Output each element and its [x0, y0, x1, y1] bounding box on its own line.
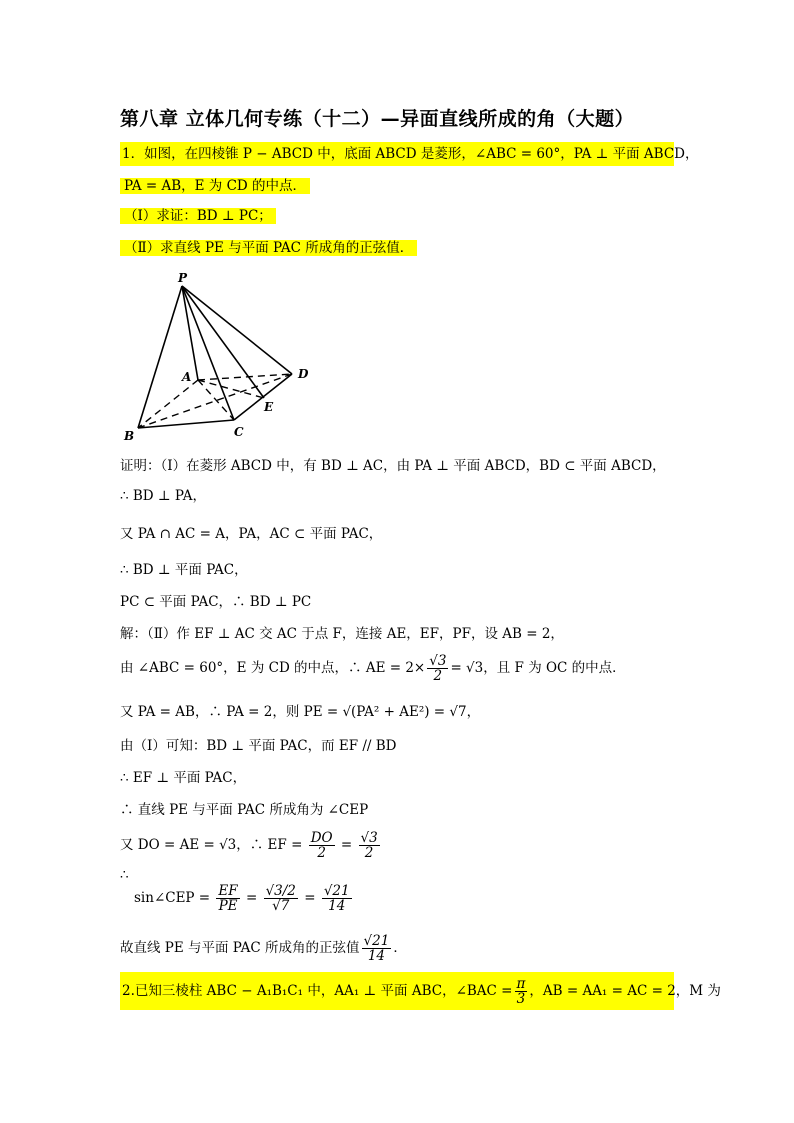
solution-line14: 故直线 PE 与平面 PAC 所成角的正弦值 $\frac{√21}{14}$ ．: [120, 933, 407, 964]
pyramid-figure: [114, 268, 314, 448]
edge-PA: [182, 286, 198, 380]
solution-line7: 由 ∠ABC = 60°，E 为 CD 的中点，∴ AE = 2× $\frac{√3}{2}$ = √3，且 F 为 OC 的中点．: [120, 653, 626, 684]
edge-AB-hidden: [138, 380, 198, 428]
solution-line10: ∴ EF ⊥ 平面 PAC，: [120, 770, 247, 786]
label-B: B: [124, 429, 135, 443]
edge-CD: [234, 374, 292, 420]
fraction: $\frac{√21}{14}$: [363, 933, 390, 964]
label-E: E: [264, 400, 274, 414]
fraction: $\frac{√3}{2}$: [360, 830, 378, 861]
label-A: A: [182, 370, 192, 384]
problem1-part2: （Ⅱ）求直线 PE 与平面 PAC 所成角的正弦值．: [120, 236, 417, 260]
solution-line3: 又 PA ∩ AC = A，PA，AC ⊂ 平面 PAC，: [120, 526, 383, 542]
solution-line12: 又 DO = AE = √3，∴ EF = $\frac{DO}{2}$ = $\frac{√3}{2}$: [120, 830, 378, 861]
problem1-part1: （Ⅰ）求证：BD ⊥ PC；: [120, 204, 276, 228]
fraction: $\frac{DO}{2}$: [310, 830, 333, 861]
page-title: 第八章 立体几何专练（十二）—异面直线所成的角（大题）: [120, 108, 635, 130]
problem1-line2: PA = AB，E 为 CD 的中点．: [120, 174, 310, 198]
label-D: D: [298, 367, 309, 381]
fraction: $\frac{√3}{2}$: [429, 653, 447, 684]
solution-line2: ∴ BD ⊥ PA，: [120, 488, 206, 504]
solution-line8: 又 PA = AB，∴ PA = 2，则 PE = √(PA² + AE²) = √7，: [120, 704, 481, 720]
label-P: P: [178, 271, 188, 285]
solution-line13: sin∠CEP = $\frac{EF}{PE}$ = $\frac{√3/2}{√7}$ = $\frac{√21}{14}$: [134, 883, 350, 914]
solution-line4: ∴ BD ⊥ 平面 PAC，: [120, 562, 248, 578]
problem2-line1: 2.已知三棱柱 ABC − A₁B₁C₁ 中，AA₁ ⊥ 平面 ABC，∠BAC = $\frac{\pi}{3}$ ，AB = AA₁ = AC = 2，M 为: [120, 972, 674, 1010]
problem1-line1: 1．如图，在四棱锥 P − ABCD 中，底面 ABCD 是菱形，∠ABC = 60°，PA ⊥ 平面 ABCD，: [120, 142, 674, 166]
solution-line11: ∴ 直线 PE 与平面 PAC 所成角为 ∠CEP: [120, 802, 369, 818]
solution-line1: 证明：（Ⅰ）在菱形 ABCD 中，有 BD ⊥ AC，由 PA ⊥ 平面 ABCD，BD ⊂ 平面 ABCD，: [120, 458, 666, 474]
fraction: $\frac{\pi}{3}$: [516, 976, 526, 1007]
fraction: $\frac{√21}{14}$: [323, 883, 350, 914]
fraction: $\frac{√3/2}{√7}$: [265, 883, 296, 914]
edge-AC-hidden: [198, 380, 234, 420]
solution-line6: 解：（Ⅱ）作 EF ⊥ AC 交 AC 于点 F，连接 AE，EF，PF，设 AB = 2，: [120, 626, 564, 642]
edge-PB: [138, 286, 182, 428]
edge-BC: [138, 420, 234, 428]
fraction: $\frac{EF}{PE}$: [218, 883, 238, 914]
solution-therefore-mark: ∴: [120, 867, 129, 883]
label-C: C: [234, 425, 244, 439]
solution-line5: PC ⊂ 平面 PAC，∴ BD ⊥ PC: [120, 594, 312, 610]
solution-line9: 由（Ⅰ）可知：BD ⊥ 平面 PAC，而 EF // BD: [120, 738, 397, 754]
